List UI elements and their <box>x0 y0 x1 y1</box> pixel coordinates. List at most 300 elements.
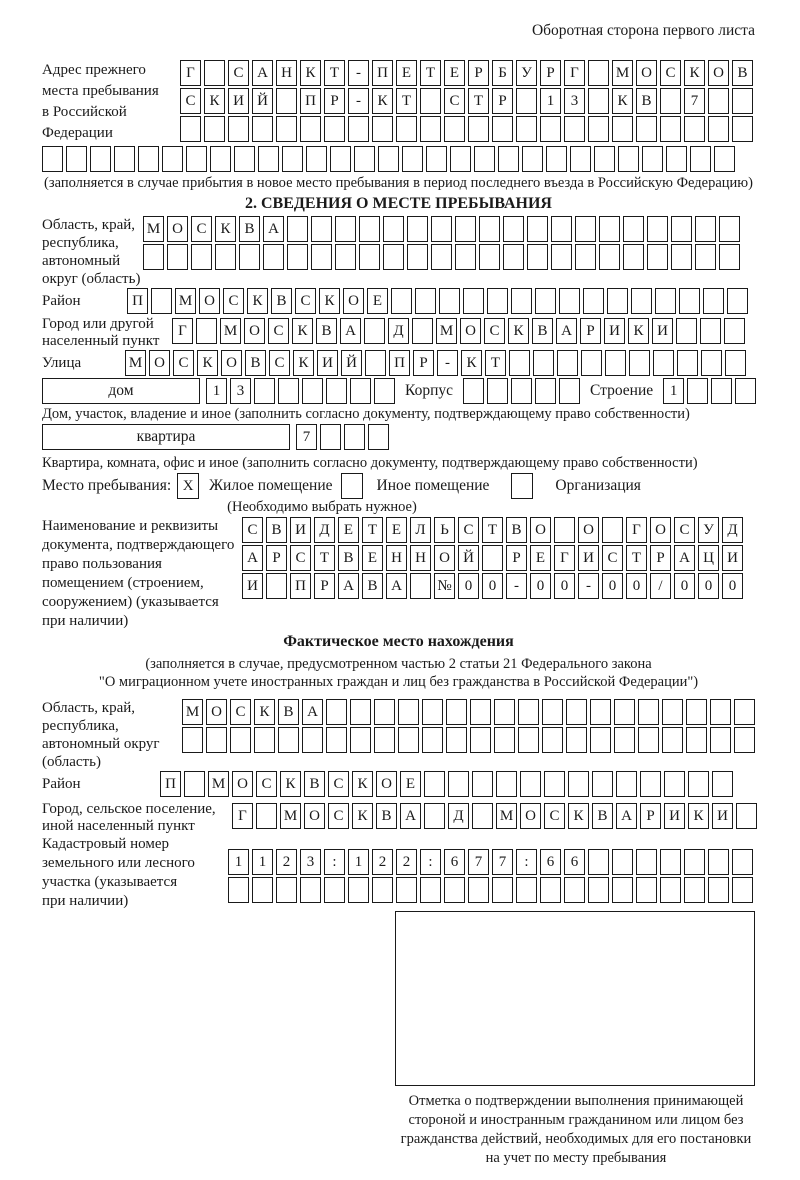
char-cell[interactable] <box>687 378 708 404</box>
char-cell[interactable] <box>676 318 697 344</box>
char-cell[interactable]: Ц <box>698 545 719 571</box>
char-cell[interactable]: 6 <box>540 849 561 875</box>
char-cell[interactable] <box>114 146 135 172</box>
char-cell[interactable] <box>575 216 596 242</box>
char-cell[interactable]: 0 <box>698 573 719 599</box>
char-cell[interactable]: Г <box>232 803 253 829</box>
char-cell[interactable]: Е <box>367 288 388 314</box>
char-cell[interactable] <box>686 727 707 753</box>
char-cell[interactable]: Т <box>420 60 441 86</box>
char-cell[interactable]: П <box>160 771 181 797</box>
char-cell[interactable] <box>607 288 628 314</box>
char-cell[interactable] <box>695 216 716 242</box>
char-cell[interactable]: Т <box>485 350 506 376</box>
char-cell[interactable]: М <box>436 318 457 344</box>
char-cell[interactable] <box>638 699 659 725</box>
char-cell[interactable] <box>599 216 620 242</box>
char-cell[interactable] <box>535 378 556 404</box>
char-cell[interactable] <box>348 877 369 903</box>
char-cell[interactable] <box>616 771 637 797</box>
char-cell[interactable] <box>518 727 539 753</box>
char-cell[interactable]: А <box>242 545 263 571</box>
char-cell[interactable] <box>372 116 393 142</box>
char-cell[interactable]: В <box>239 216 260 242</box>
char-cell[interactable] <box>302 378 323 404</box>
char-cell[interactable]: С <box>173 350 194 376</box>
char-cell[interactable] <box>695 244 716 270</box>
char-cell[interactable] <box>540 116 561 142</box>
char-cell[interactable] <box>196 318 217 344</box>
char-cell[interactable] <box>402 146 423 172</box>
char-cell[interactable]: А <box>616 803 637 829</box>
char-cell[interactable] <box>311 244 332 270</box>
char-cell[interactable] <box>575 244 596 270</box>
char-cell[interactable] <box>533 350 554 376</box>
char-cell[interactable]: 0 <box>554 573 575 599</box>
char-cell[interactable] <box>568 771 589 797</box>
char-cell[interactable]: М <box>612 60 633 86</box>
char-cell[interactable]: И <box>652 318 673 344</box>
char-cell[interactable] <box>677 350 698 376</box>
char-cell[interactable] <box>420 88 441 114</box>
char-cell[interactable] <box>410 573 431 599</box>
char-cell[interactable]: № <box>434 573 455 599</box>
char-cell[interactable] <box>320 424 341 450</box>
char-cell[interactable] <box>684 849 705 875</box>
char-cell[interactable]: 1 <box>663 378 684 404</box>
char-cell[interactable] <box>446 699 467 725</box>
char-cell[interactable] <box>354 146 375 172</box>
char-cell[interactable]: О <box>376 771 397 797</box>
char-cell[interactable]: П <box>127 288 148 314</box>
char-cell[interactable] <box>324 877 345 903</box>
char-cell[interactable] <box>666 146 687 172</box>
char-cell[interactable] <box>234 146 255 172</box>
char-cell[interactable]: Р <box>266 545 287 571</box>
char-cell[interactable] <box>206 727 227 753</box>
char-cell[interactable]: 1 <box>540 88 561 114</box>
char-cell[interactable]: С <box>295 288 316 314</box>
char-cell[interactable] <box>588 849 609 875</box>
char-cell[interactable]: Й <box>252 88 273 114</box>
char-cell[interactable] <box>230 727 251 753</box>
char-cell[interactable] <box>455 216 476 242</box>
char-cell[interactable] <box>239 244 260 270</box>
char-cell[interactable]: А <box>340 318 361 344</box>
char-cell[interactable]: К <box>247 288 268 314</box>
char-cell[interactable]: 0 <box>602 573 623 599</box>
char-cell[interactable] <box>444 877 465 903</box>
char-cell[interactable]: Е <box>396 60 417 86</box>
char-cell[interactable]: М <box>220 318 241 344</box>
char-cell[interactable] <box>439 288 460 314</box>
char-cell[interactable]: В <box>316 318 337 344</box>
char-cell[interactable]: 1 <box>206 378 227 404</box>
char-cell[interactable] <box>732 849 753 875</box>
char-cell[interactable] <box>564 877 585 903</box>
char-cell[interactable]: М <box>143 216 164 242</box>
char-cell[interactable]: Н <box>386 545 407 571</box>
char-cell[interactable] <box>653 350 674 376</box>
char-cell[interactable]: 6 <box>564 849 585 875</box>
char-cell[interactable]: - <box>437 350 458 376</box>
char-cell[interactable]: Л <box>410 517 431 543</box>
char-cell[interactable]: Ь <box>434 517 455 543</box>
char-cell[interactable] <box>708 88 729 114</box>
char-cell[interactable] <box>326 699 347 725</box>
checkbox-residential[interactable]: X <box>177 473 199 499</box>
char-cell[interactable] <box>540 877 561 903</box>
char-cell[interactable] <box>588 88 609 114</box>
char-cell[interactable]: Р <box>540 60 561 86</box>
char-cell[interactable]: Д <box>388 318 409 344</box>
char-cell[interactable] <box>396 877 417 903</box>
char-cell[interactable] <box>671 216 692 242</box>
char-cell[interactable] <box>344 424 365 450</box>
char-cell[interactable] <box>614 727 635 753</box>
char-cell[interactable] <box>276 88 297 114</box>
char-cell[interactable]: О <box>460 318 481 344</box>
char-cell[interactable]: С <box>602 545 623 571</box>
char-cell[interactable] <box>559 378 580 404</box>
char-cell[interactable]: 0 <box>674 573 695 599</box>
char-cell[interactable] <box>559 288 580 314</box>
char-cell[interactable]: С <box>230 699 251 725</box>
char-cell[interactable]: Г <box>564 60 585 86</box>
char-cell[interactable]: Т <box>324 60 345 86</box>
char-cell[interactable] <box>254 727 275 753</box>
char-cell[interactable] <box>660 877 681 903</box>
char-cell[interactable] <box>732 88 753 114</box>
char-cell[interactable] <box>228 877 249 903</box>
char-cell[interactable]: И <box>712 803 733 829</box>
char-cell[interactable] <box>182 727 203 753</box>
char-cell[interactable]: Д <box>448 803 469 829</box>
char-cell[interactable] <box>398 699 419 725</box>
char-cell[interactable] <box>278 727 299 753</box>
char-cell[interactable]: 3 <box>300 849 321 875</box>
char-cell[interactable] <box>509 350 530 376</box>
char-cell[interactable] <box>287 244 308 270</box>
char-cell[interactable]: Е <box>362 545 383 571</box>
char-cell[interactable]: С <box>484 318 505 344</box>
char-cell[interactable] <box>724 318 745 344</box>
char-cell[interactable] <box>612 849 633 875</box>
char-cell[interactable] <box>431 216 452 242</box>
char-cell[interactable] <box>590 699 611 725</box>
char-cell[interactable] <box>527 216 548 242</box>
char-cell[interactable]: В <box>338 545 359 571</box>
char-cell[interactable] <box>348 116 369 142</box>
char-cell[interactable]: Е <box>530 545 551 571</box>
char-cell[interactable]: О <box>636 60 657 86</box>
char-cell[interactable] <box>138 146 159 172</box>
char-cell[interactable]: С <box>544 803 565 829</box>
char-cell[interactable] <box>638 727 659 753</box>
char-cell[interactable] <box>324 116 345 142</box>
char-cell[interactable] <box>487 378 508 404</box>
char-cell[interactable]: Г <box>172 318 193 344</box>
char-cell[interactable] <box>594 146 615 172</box>
char-cell[interactable] <box>330 146 351 172</box>
char-cell[interactable] <box>599 244 620 270</box>
char-cell[interactable]: О <box>167 216 188 242</box>
char-cell[interactable]: И <box>722 545 743 571</box>
char-cell[interactable] <box>407 244 428 270</box>
char-cell[interactable] <box>372 877 393 903</box>
char-cell[interactable]: : <box>420 849 441 875</box>
char-cell[interactable] <box>522 146 543 172</box>
char-cell[interactable]: 0 <box>458 573 479 599</box>
char-cell[interactable] <box>727 288 748 314</box>
char-cell[interactable]: М <box>208 771 229 797</box>
char-cell[interactable] <box>420 116 441 142</box>
char-cell[interactable] <box>712 771 733 797</box>
char-cell[interactable] <box>228 116 249 142</box>
char-cell[interactable] <box>623 244 644 270</box>
char-cell[interactable] <box>258 146 279 172</box>
char-cell[interactable] <box>90 146 111 172</box>
char-cell[interactable]: Г <box>626 517 647 543</box>
char-cell[interactable]: 2 <box>396 849 417 875</box>
char-cell[interactable]: О <box>343 288 364 314</box>
char-cell[interactable]: П <box>389 350 410 376</box>
char-cell[interactable] <box>612 877 633 903</box>
char-cell[interactable] <box>588 877 609 903</box>
char-cell[interactable] <box>734 699 755 725</box>
char-cell[interactable] <box>494 727 515 753</box>
char-cell[interactable]: В <box>362 573 383 599</box>
char-cell[interactable]: А <box>263 216 284 242</box>
char-cell[interactable] <box>463 288 484 314</box>
char-cell[interactable]: 6 <box>444 849 465 875</box>
char-cell[interactable]: 0 <box>482 573 503 599</box>
char-cell[interactable]: Т <box>314 545 335 571</box>
char-cell[interactable] <box>359 216 380 242</box>
char-cell[interactable]: К <box>293 350 314 376</box>
char-cell[interactable]: В <box>271 288 292 314</box>
char-cell[interactable]: М <box>182 699 203 725</box>
char-cell[interactable] <box>714 146 735 172</box>
char-cell[interactable] <box>391 288 412 314</box>
char-cell[interactable]: 1 <box>348 849 369 875</box>
char-cell[interactable] <box>614 699 635 725</box>
char-cell[interactable] <box>551 244 572 270</box>
char-cell[interactable]: С <box>242 517 263 543</box>
char-cell[interactable] <box>162 146 183 172</box>
char-cell[interactable] <box>215 244 236 270</box>
char-cell[interactable] <box>511 378 532 404</box>
char-cell[interactable] <box>566 727 587 753</box>
char-cell[interactable]: К <box>508 318 529 344</box>
char-cell[interactable]: Г <box>554 545 575 571</box>
char-cell[interactable]: С <box>674 517 695 543</box>
char-cell[interactable] <box>468 116 489 142</box>
char-cell[interactable] <box>450 146 471 172</box>
char-cell[interactable] <box>542 727 563 753</box>
char-cell[interactable] <box>660 116 681 142</box>
char-cell[interactable] <box>527 244 548 270</box>
char-cell[interactable] <box>551 216 572 242</box>
char-cell[interactable] <box>42 146 63 172</box>
char-cell[interactable] <box>359 244 380 270</box>
char-cell[interactable] <box>590 727 611 753</box>
char-cell[interactable]: Т <box>482 517 503 543</box>
char-cell[interactable] <box>364 318 385 344</box>
char-cell[interactable]: Т <box>396 88 417 114</box>
char-cell[interactable] <box>204 116 225 142</box>
char-cell[interactable]: 0 <box>722 573 743 599</box>
char-cell[interactable]: Т <box>626 545 647 571</box>
char-cell[interactable]: К <box>612 88 633 114</box>
char-cell[interactable] <box>335 244 356 270</box>
char-cell[interactable] <box>420 877 441 903</box>
char-cell[interactable]: К <box>372 88 393 114</box>
char-cell[interactable] <box>516 877 537 903</box>
char-cell[interactable]: В <box>278 699 299 725</box>
char-cell[interactable]: А <box>302 699 323 725</box>
char-cell[interactable]: Е <box>400 771 421 797</box>
char-cell[interactable]: П <box>300 88 321 114</box>
char-cell[interactable] <box>701 350 722 376</box>
char-cell[interactable]: И <box>604 318 625 344</box>
char-cell[interactable]: 0 <box>530 573 551 599</box>
char-cell[interactable] <box>455 244 476 270</box>
char-cell[interactable] <box>180 116 201 142</box>
char-cell[interactable] <box>734 727 755 753</box>
char-cell[interactable]: С <box>444 88 465 114</box>
char-cell[interactable] <box>732 877 753 903</box>
char-cell[interactable]: 1 <box>228 849 249 875</box>
char-cell[interactable] <box>474 146 495 172</box>
char-cell[interactable] <box>479 244 500 270</box>
char-cell[interactable] <box>647 244 668 270</box>
char-cell[interactable]: О <box>650 517 671 543</box>
char-cell[interactable] <box>254 378 275 404</box>
char-cell[interactable]: Д <box>314 517 335 543</box>
char-cell[interactable]: - <box>348 60 369 86</box>
char-cell[interactable]: Т <box>362 517 383 543</box>
char-cell[interactable] <box>662 727 683 753</box>
char-cell[interactable]: О <box>149 350 170 376</box>
char-cell[interactable]: К <box>352 803 373 829</box>
char-cell[interactable] <box>302 727 323 753</box>
char-cell[interactable]: С <box>290 545 311 571</box>
char-cell[interactable] <box>426 146 447 172</box>
char-cell[interactable] <box>602 517 623 543</box>
char-cell[interactable]: Т <box>468 88 489 114</box>
char-cell[interactable] <box>642 146 663 172</box>
char-cell[interactable]: Р <box>580 318 601 344</box>
char-cell[interactable]: Р <box>640 803 661 829</box>
char-cell[interactable] <box>664 771 685 797</box>
char-cell[interactable] <box>424 803 445 829</box>
char-cell[interactable] <box>482 545 503 571</box>
char-cell[interactable] <box>210 146 231 172</box>
char-cell[interactable] <box>444 116 465 142</box>
char-cell[interactable]: О <box>244 318 265 344</box>
char-cell[interactable] <box>511 288 532 314</box>
char-cell[interactable]: - <box>578 573 599 599</box>
char-cell[interactable] <box>684 116 705 142</box>
char-cell[interactable]: 7 <box>468 849 489 875</box>
char-cell[interactable] <box>422 699 443 725</box>
char-cell[interactable] <box>350 699 371 725</box>
char-cell[interactable]: Р <box>650 545 671 571</box>
char-cell[interactable] <box>306 146 327 172</box>
char-cell[interactable]: К <box>688 803 709 829</box>
char-cell[interactable]: С <box>268 318 289 344</box>
char-cell[interactable] <box>647 216 668 242</box>
char-cell[interactable]: Й <box>341 350 362 376</box>
char-cell[interactable]: 3 <box>230 378 251 404</box>
char-cell[interactable]: К <box>204 88 225 114</box>
char-cell[interactable] <box>631 288 652 314</box>
char-cell[interactable]: У <box>698 517 719 543</box>
char-cell[interactable] <box>383 244 404 270</box>
char-cell[interactable]: А <box>556 318 577 344</box>
char-cell[interactable] <box>700 318 721 344</box>
char-cell[interactable]: Й <box>458 545 479 571</box>
char-cell[interactable] <box>725 350 746 376</box>
char-cell[interactable]: С <box>328 803 349 829</box>
char-cell[interactable]: В <box>506 517 527 543</box>
char-cell[interactable]: В <box>636 88 657 114</box>
char-cell[interactable] <box>378 146 399 172</box>
char-cell[interactable]: О <box>520 803 541 829</box>
char-cell[interactable] <box>535 288 556 314</box>
char-cell[interactable] <box>278 378 299 404</box>
char-cell[interactable]: Н <box>276 60 297 86</box>
char-cell[interactable]: - <box>348 88 369 114</box>
char-cell[interactable] <box>516 88 537 114</box>
char-cell[interactable] <box>446 727 467 753</box>
char-cell[interactable]: Е <box>386 517 407 543</box>
char-cell[interactable]: К <box>684 60 705 86</box>
char-cell[interactable] <box>335 216 356 242</box>
char-cell[interactable] <box>424 771 445 797</box>
char-cell[interactable]: П <box>372 60 393 86</box>
char-cell[interactable]: Д <box>722 517 743 543</box>
char-cell[interactable] <box>496 771 517 797</box>
char-cell[interactable] <box>710 727 731 753</box>
char-cell[interactable]: 0 <box>626 573 647 599</box>
char-cell[interactable] <box>660 88 681 114</box>
char-cell[interactable] <box>542 699 563 725</box>
char-cell[interactable] <box>711 378 732 404</box>
char-cell[interactable] <box>546 146 567 172</box>
char-cell[interactable]: Е <box>338 517 359 543</box>
char-cell[interactable]: К <box>197 350 218 376</box>
char-cell[interactable]: В <box>266 517 287 543</box>
char-cell[interactable] <box>636 116 657 142</box>
char-cell[interactable]: - <box>506 573 527 599</box>
char-cell[interactable]: Р <box>468 60 489 86</box>
char-cell[interactable]: К <box>254 699 275 725</box>
char-cell[interactable]: И <box>290 517 311 543</box>
char-cell[interactable] <box>498 146 519 172</box>
char-cell[interactable] <box>708 116 729 142</box>
char-cell[interactable] <box>581 350 602 376</box>
char-cell[interactable] <box>636 877 657 903</box>
char-cell[interactable]: Р <box>492 88 513 114</box>
char-cell[interactable] <box>655 288 676 314</box>
char-cell[interactable]: К <box>292 318 313 344</box>
char-cell[interactable] <box>662 699 683 725</box>
char-cell[interactable]: О <box>304 803 325 829</box>
char-cell[interactable]: О <box>530 517 551 543</box>
char-cell[interactable]: О <box>206 699 227 725</box>
